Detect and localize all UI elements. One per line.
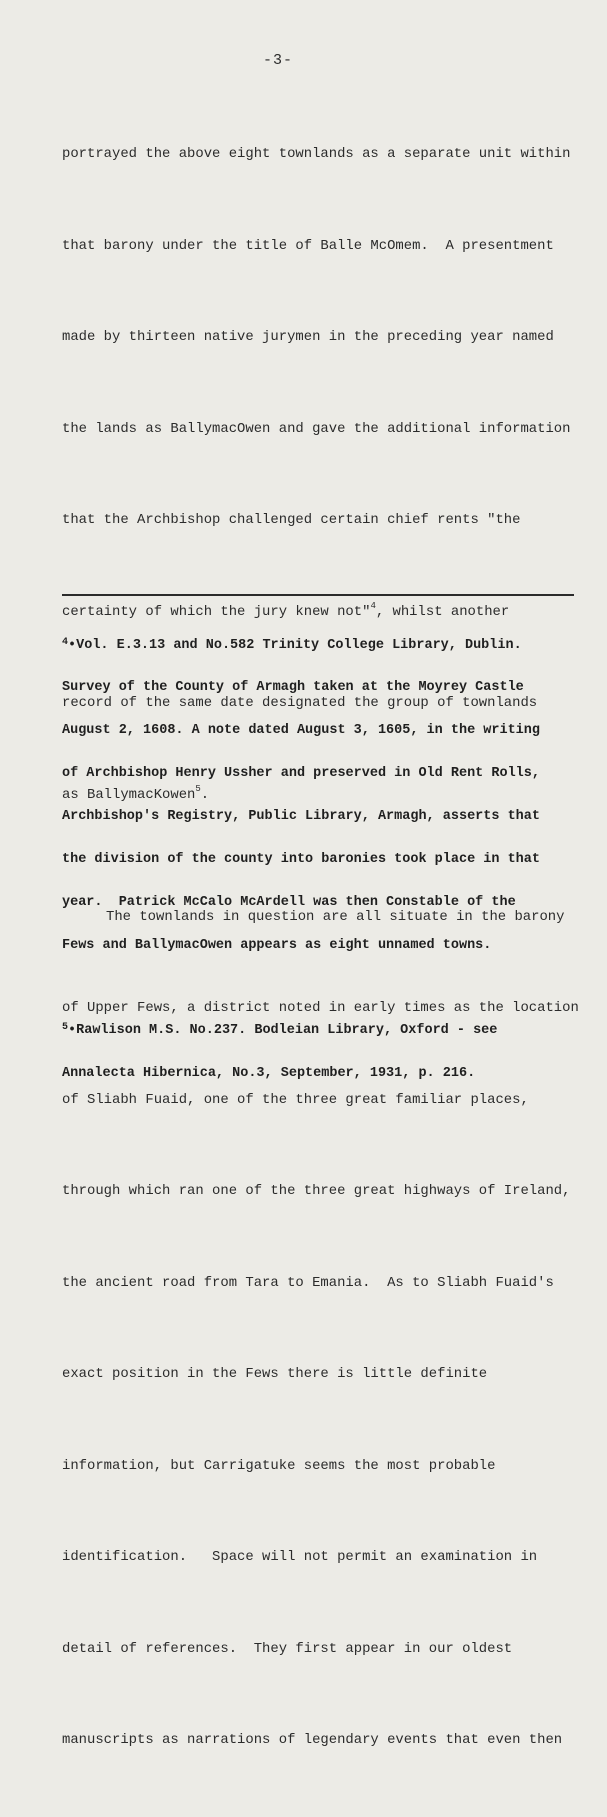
footnote-5-text: •Rawlison M.S. No.237. Bodleian Library, Oxford - see — [68, 1023, 498, 1039]
body-line: through which ran one of the three great highways of Ireland, — [62, 1183, 571, 1199]
body-line: detail of references. They first appear in our oldest — [62, 1640, 513, 1657]
footnote-5-line — [62, 1024, 582, 1038]
body-line: that the Archbishop challenged certain chief rents "the — [62, 512, 521, 528]
footnote-4-line: year. Patrick McCalo McArdell was then Constable of the — [62, 894, 516, 910]
body-line: made by thirteen native jurymen in the preceding year named — [62, 329, 554, 345]
body-line-text: as BallymacKowen — [62, 786, 196, 803]
footnote-spacer — [62, 982, 582, 996]
footnote-ref-4: 4 — [370, 600, 376, 611]
footnote-4-line: Survey of the County of Armagh taken at the Moyrey Castle — [62, 680, 524, 696]
body-line-text: , whilst another — [375, 603, 510, 620]
body-line: that barony under the title of Balle McOmem. A presentment — [62, 237, 554, 254]
body-line-text: . — [200, 786, 210, 803]
body-line: of Upper Fews, a district noted in early times as the location — [62, 1000, 579, 1016]
footnote-4-line: the division of the county into baronies took place in that — [62, 852, 540, 868]
body-line: identification. Space will not permit an examination in — [62, 1549, 538, 1565]
page-number: -3- — [262, 52, 293, 69]
body-line: record of the same date designated the group of townlands — [62, 695, 538, 711]
body-line: portrayed the above eight townlands as a separate unit within — [62, 146, 571, 162]
body-line: the lands as BallymacOwen and gave the additional information — [62, 420, 571, 437]
body-line-text: certainty of which the jury knew not" — [62, 603, 371, 620]
footnote-ref-5: 5 — [195, 783, 201, 794]
footnote-4-mark: 4 — [62, 636, 69, 648]
footnote-4-line: Archbishop's Registry, Public Library, Armagh, asserts that — [62, 809, 540, 825]
footnote-5-line: Annalecta Hibernica, No.3, September, 1931, p. 216. — [62, 1066, 476, 1082]
footnote-4-line: of Archbishop Henry Ussher and preserved in Old Rent Rolls, — [62, 766, 540, 782]
footnote-4-text: •Vol. E.3.13 and No.582 Trinity College Library, Dublin. — [68, 637, 522, 653]
footnotes — [62, 610, 582, 1110]
body-line: the ancient road from Tara to Emania. As to Sliabh Fuaid's — [62, 1274, 554, 1291]
footnote-divider — [62, 594, 574, 596]
footnote-5-mark: 5 — [62, 1022, 69, 1034]
body-line: exact position in the Fews there is little definite — [62, 1366, 488, 1382]
footnote-4-line: August 2, 1608. A note dated August 3, 1605, in the writing — [62, 723, 540, 739]
body-line: manuscripts as narrations of legendary events that even then — [62, 1732, 563, 1748]
footnote-4-line: Fews and BallymacOwen appears as eight unnamed towns. — [62, 937, 492, 953]
footnote-4-line — [62, 636, 582, 653]
body-line: The townlands in question are all situate in the barony — [106, 908, 565, 925]
body-line: information, but Carrigatuke seems the most probable — [62, 1457, 496, 1474]
body-line: of Sliabh Fuaid, one of the three great familiar places, — [62, 1091, 529, 1108]
